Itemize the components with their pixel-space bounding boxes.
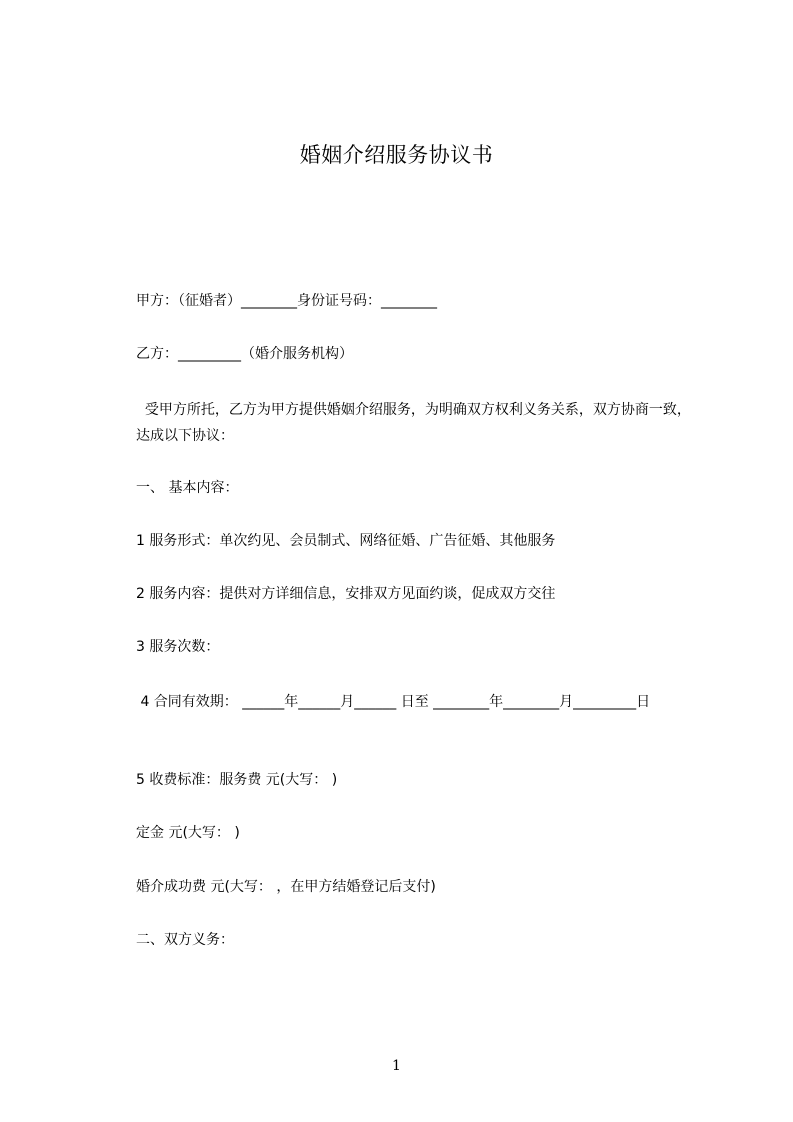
item-service-count: 3 服务次数：	[136, 639, 220, 655]
section-heading-obligations: 二、双方义务：	[136, 932, 234, 948]
item-contract-period: 4 合同有效期： ______年______月______ 日至 ________年________月_________日	[136, 694, 651, 710]
section-heading-basic-content: 一、 基本内容：	[136, 480, 239, 496]
item-fee-standard: 5 收费标准：服务费 元(大写： )	[136, 772, 338, 788]
document-title: 婚姻介绍服务协议书	[299, 143, 494, 167]
success-fee-line: 婚介成功费 元(大写： ，在甲方结婚登记后支付)	[136, 879, 436, 895]
page-number: 1	[392, 1058, 401, 1074]
item-service-form: 1 服务形式：单次约见、会员制式、网络征婚、广告征婚、其他服务	[136, 533, 556, 549]
deposit-line: 定金 元(大写： )	[136, 825, 240, 841]
party-a-line: 甲方：（征婚者）________身份证号码：________	[136, 293, 437, 309]
item-service-content: 2 服务内容：提供对方详细信息，安排双方见面约谈，促成双方交往	[136, 586, 556, 602]
intro-paragraph: 受甲方所托，乙方为甲方提供婚姻介绍服务，为明确双方权利义务关系，双方协商一致，达成以下协议：	[136, 402, 691, 444]
party-b-line: 乙方：_________（婚介服务机构）	[136, 346, 353, 362]
